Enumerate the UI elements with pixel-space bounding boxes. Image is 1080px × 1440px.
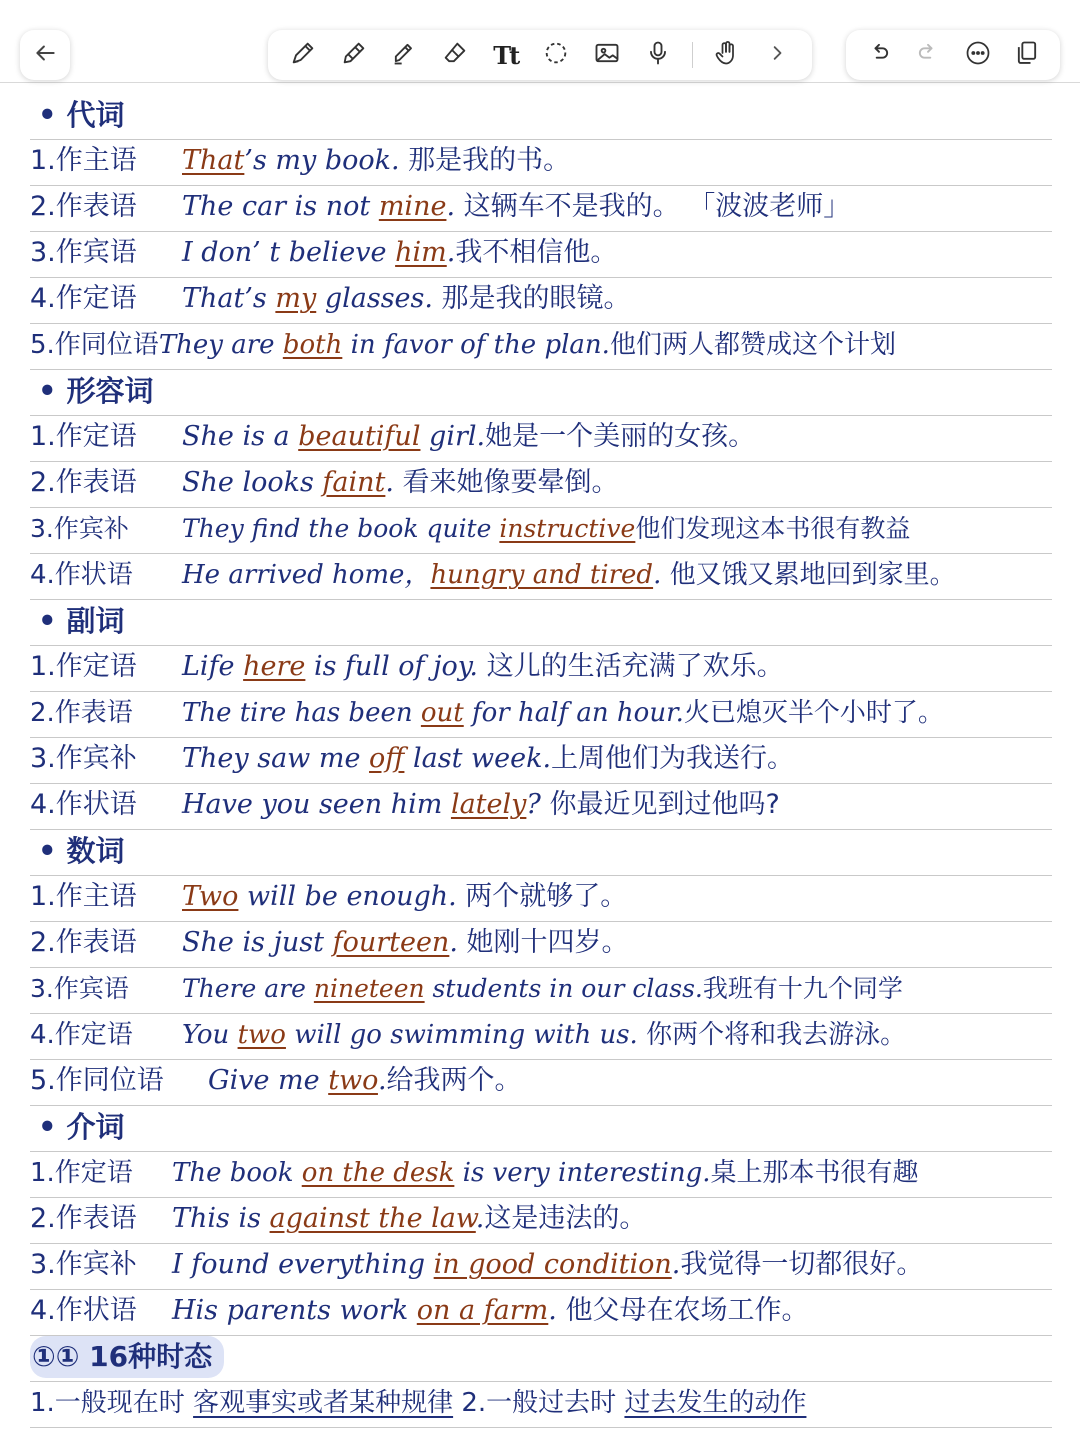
zh-translation: 你最近见到过他吗? — [540, 789, 780, 820]
example-en — [159, 330, 610, 360]
en-suffix: in favor of the plan. — [342, 330, 610, 360]
zh-translation: 桌上那本书很有趣 — [710, 1158, 919, 1188]
eraser-tool-button[interactable] — [438, 38, 472, 72]
note-line — [30, 876, 1052, 922]
underlined-word: on the desk — [301, 1158, 455, 1188]
note-line — [30, 1382, 1052, 1428]
heading-text: 副词 — [66, 604, 125, 638]
en-suffix: girl. — [420, 421, 486, 452]
en-prefix: The tire has been — [182, 698, 421, 728]
en-prefix: That’s — [182, 283, 276, 314]
en-suffix: students in our class. — [424, 974, 703, 1003]
microphone-tool-button[interactable] — [641, 38, 675, 72]
role-label: 4.作状语 — [30, 1295, 137, 1326]
note-line — [30, 554, 1052, 600]
toolbar-divider — [0, 82, 1080, 83]
microphone-icon — [644, 39, 672, 71]
example-en — [172, 1295, 557, 1326]
underlined-word: in good condition — [433, 1249, 672, 1280]
zh-translation: 这辆车不是我的。 「波波老师」 — [455, 191, 851, 222]
zh-translation: 你两个将和我去游泳。 — [637, 1020, 907, 1050]
undo-icon — [865, 39, 893, 71]
en-suffix: is full of joy. — [305, 651, 478, 682]
pen-icon — [289, 39, 317, 71]
role-label: 4.作定语 — [30, 1020, 133, 1050]
example-en — [182, 145, 400, 176]
section-heading-preposition: • 介词 — [30, 1106, 1052, 1152]
underlined-word: nineteen — [313, 974, 425, 1003]
example-en — [182, 927, 458, 958]
zh-translation: 她刚十四岁。 — [457, 927, 629, 958]
en-prefix: There are — [182, 974, 314, 1003]
zh-translation: 我班有十九个同学 — [702, 974, 903, 1003]
note-line — [30, 922, 1052, 968]
note-line — [30, 1060, 1052, 1106]
history-menu-bar — [846, 30, 1060, 80]
underlined-word: here — [243, 651, 306, 682]
example-en — [182, 651, 478, 682]
en-prefix: You — [182, 1020, 238, 1050]
zh-translation: 我不相信他。 — [455, 237, 618, 268]
note-line — [30, 738, 1052, 784]
example-en — [182, 421, 485, 452]
highlighter-icon — [390, 39, 418, 71]
zh-translation: 那是我的书。 — [399, 145, 571, 176]
role-label: 4.作状语 — [30, 560, 133, 590]
section-heading-adverb: • 副词 — [30, 600, 1052, 646]
pencil-tool-button[interactable] — [337, 38, 371, 72]
role-label: 3.作宾补 — [30, 514, 129, 543]
zh-translation: 他们两人都赞成这个计划 — [609, 330, 896, 360]
example-en — [208, 1065, 387, 1096]
en-prefix: He arrived home， — [182, 560, 431, 590]
note-line — [30, 1198, 1052, 1244]
highlighter-tool-button[interactable] — [387, 38, 421, 72]
en-prefix: She looks — [182, 467, 323, 498]
en-suffix: . — [377, 1065, 387, 1096]
underlined-word: my — [275, 283, 317, 314]
section-heading-numeral: • 数词 — [30, 830, 1052, 876]
note-line — [30, 968, 1052, 1014]
en-suffix: . — [653, 560, 662, 590]
tense-description: 客观事实或者某种规律 — [193, 1388, 454, 1418]
text-tool-icon: Tt — [493, 40, 519, 70]
example-en — [172, 1249, 680, 1280]
heading-text: 代词 — [66, 98, 125, 132]
role-label: 3.作宾语 — [30, 974, 129, 1003]
chevron-right-icon — [763, 39, 791, 71]
en-suffix: . — [449, 927, 458, 958]
eraser-icon — [441, 39, 469, 71]
en-prefix: His parents work — [172, 1295, 417, 1326]
back-button[interactable] — [20, 30, 70, 80]
role-label: 5.作同位语 — [30, 330, 159, 360]
role-label: 3.作宾补 — [30, 743, 137, 774]
underlined-word: two — [328, 1065, 378, 1096]
en-prefix: They saw me — [182, 743, 370, 774]
note-line — [30, 278, 1052, 324]
underlined-word: mine — [378, 191, 447, 222]
note-line — [30, 1244, 1052, 1290]
role-label: 2.作表语 — [30, 1203, 137, 1234]
en-suffix: ? — [526, 789, 541, 820]
zh-translation: 他们发现这本书很有教益 — [635, 514, 911, 543]
zh-translation: 她是一个美丽的女孩。 — [485, 421, 756, 452]
example-en — [182, 514, 635, 543]
zh-translation: 两个就够了。 — [456, 881, 628, 912]
underlined-word: off — [369, 743, 405, 774]
note-line — [30, 140, 1052, 186]
note-line — [30, 1290, 1052, 1336]
role-label: 2.作表语 — [30, 191, 137, 222]
example-en — [182, 237, 455, 268]
role-label: 2.作表语 — [30, 698, 133, 728]
drawing-tools-bar — [268, 30, 812, 80]
note-line — [30, 186, 1052, 232]
en-suffix: glasses. — [316, 283, 433, 314]
note-line — [30, 324, 1052, 370]
en-prefix: Give me — [208, 1065, 329, 1096]
heading-text: 形容词 — [66, 374, 154, 408]
undo-button[interactable] — [862, 38, 896, 72]
underlined-word: lately — [450, 789, 527, 820]
more-tools-button[interactable] — [760, 38, 794, 72]
underlined-word: him — [395, 237, 447, 268]
section-heading-adjective: • 形容词 — [30, 370, 1052, 416]
underlined-word: That — [182, 145, 245, 176]
role-label: 5.作同位语 — [30, 1065, 164, 1096]
tense-section-title: ①① 16种时态 — [30, 1336, 224, 1378]
tense-heading-line — [30, 1336, 1052, 1382]
example-en — [182, 974, 703, 1003]
role-label: 3.作宾语 — [30, 237, 137, 268]
en-prefix: I found everything — [172, 1249, 434, 1280]
image-tool-button[interactable] — [590, 38, 624, 72]
en-prefix: I don’ t believe — [182, 237, 396, 268]
en-suffix: . — [671, 1249, 681, 1280]
back-arrow-icon — [32, 40, 58, 70]
role-label: 2.作表语 — [30, 467, 137, 498]
en-prefix: They find the book quite — [182, 514, 500, 543]
pages-icon — [1013, 39, 1041, 71]
en-prefix: The book — [172, 1158, 302, 1188]
zh-translation: 我觉得一切都很好。 — [680, 1249, 924, 1280]
note-line — [30, 1152, 1052, 1198]
en-suffix: . — [446, 191, 456, 222]
heading-text: 数词 — [66, 834, 125, 868]
example-en — [182, 283, 433, 314]
underlined-word: against the law — [269, 1203, 476, 1234]
note-page[interactable] — [0, 84, 1080, 1440]
note-toolbar — [0, 0, 1080, 84]
example-en — [182, 1020, 638, 1050]
underlined-word: faint — [322, 467, 386, 498]
underlined-word: two — [237, 1020, 286, 1050]
underlined-word: instructive — [499, 514, 636, 543]
zh-translation: 火已熄灭半个小时了。 — [683, 698, 944, 728]
en-prefix: They are — [158, 330, 283, 360]
pencil-icon — [340, 39, 368, 71]
role-label: 1.作定语 — [30, 421, 137, 452]
touch-draw-button[interactable] — [709, 38, 743, 72]
en-suffix: . — [475, 1203, 485, 1234]
note-line — [30, 646, 1052, 692]
lasso-tool-button[interactable] — [539, 38, 573, 72]
redo-button[interactable] — [911, 38, 945, 72]
en-suffix: ’s my book. — [244, 145, 400, 176]
pages-button[interactable] — [1010, 38, 1044, 72]
note-line — [30, 784, 1052, 830]
zh-translation: 这是违法的。 — [484, 1203, 647, 1234]
note-line — [30, 1014, 1052, 1060]
en-prefix: She is just — [182, 927, 333, 958]
image-icon — [593, 39, 621, 71]
example-en — [182, 789, 541, 820]
en-prefix: Have you seen him — [182, 789, 451, 820]
note-line — [30, 232, 1052, 278]
zh-translation: 上周他们为我送行。 — [551, 743, 795, 774]
example-en — [182, 743, 551, 774]
redo-icon — [914, 39, 942, 71]
role-label: 1.作主语 — [30, 145, 137, 176]
text-tool-button[interactable] — [489, 38, 523, 72]
en-suffix: for half an hour. — [463, 698, 684, 728]
section-heading-pronoun: • 代词 — [30, 94, 1052, 140]
tense-label: 1.一般现在时 — [30, 1388, 194, 1418]
underlined-word: Two — [182, 881, 239, 912]
role-label: 1.作定语 — [30, 1158, 133, 1188]
en-suffix: . — [446, 237, 456, 268]
example-en — [172, 1158, 710, 1188]
hand-touch-icon — [712, 39, 740, 71]
zh-translation: 那是我的眼镜。 — [432, 283, 631, 314]
example-en — [172, 1203, 484, 1234]
en-prefix: She is a — [182, 421, 299, 452]
underlined-word: hungry and tired — [430, 560, 654, 590]
zh-translation: 看来她像要晕倒。 — [393, 467, 619, 498]
underlined-word: out — [420, 698, 464, 728]
en-suffix: is very interesting. — [454, 1158, 711, 1188]
note-line — [30, 462, 1052, 508]
role-label: 1.作定语 — [30, 651, 137, 682]
zh-translation: 这儿的生活充满了欢乐。 — [478, 651, 784, 682]
note-line — [30, 692, 1052, 738]
underlined-word: beautiful — [298, 421, 421, 452]
en-suffix: . — [548, 1295, 557, 1326]
en-prefix: The car is not — [182, 191, 379, 222]
role-label: 2.作表语 — [30, 927, 137, 958]
role-label: 1.作主语 — [30, 881, 137, 912]
example-en — [182, 560, 661, 590]
note-line — [30, 508, 1052, 554]
zh-translation: 给我两个。 — [386, 1065, 522, 1096]
en-suffix: last week. — [404, 743, 552, 774]
heading-text: 介词 — [66, 1110, 125, 1144]
en-suffix: . — [385, 467, 394, 498]
en-prefix: This is — [172, 1203, 270, 1234]
en-suffix: will be enough. — [238, 881, 457, 912]
example-en — [182, 698, 684, 728]
role-label: 4.作定语 — [30, 283, 137, 314]
underlined-word: on a farm — [416, 1295, 549, 1326]
tense-label: 2.一般过去时 — [453, 1388, 625, 1418]
zh-translation: 他父母在农场工作。 — [556, 1295, 809, 1326]
underlined-word: fourteen — [332, 927, 450, 958]
note-line — [30, 416, 1052, 462]
toolbar-separator — [692, 42, 693, 68]
example-en — [182, 191, 455, 222]
role-label: 4.作状语 — [30, 789, 137, 820]
more-options-button[interactable] — [961, 38, 995, 72]
tense-description: 过去发生的动作 — [624, 1388, 807, 1418]
role-label: 3.作宾补 — [30, 1249, 137, 1280]
lasso-icon — [542, 39, 570, 71]
example-en — [182, 467, 394, 498]
underlined-word: both — [282, 330, 343, 360]
en-suffix: will go swimming with us. — [285, 1020, 638, 1050]
more-icon — [964, 39, 992, 71]
example-en — [182, 881, 457, 912]
en-prefix: Life — [182, 651, 244, 682]
pen-tool-button[interactable] — [286, 38, 320, 72]
zh-translation: 他又饿又累地回到家里。 — [661, 560, 956, 590]
